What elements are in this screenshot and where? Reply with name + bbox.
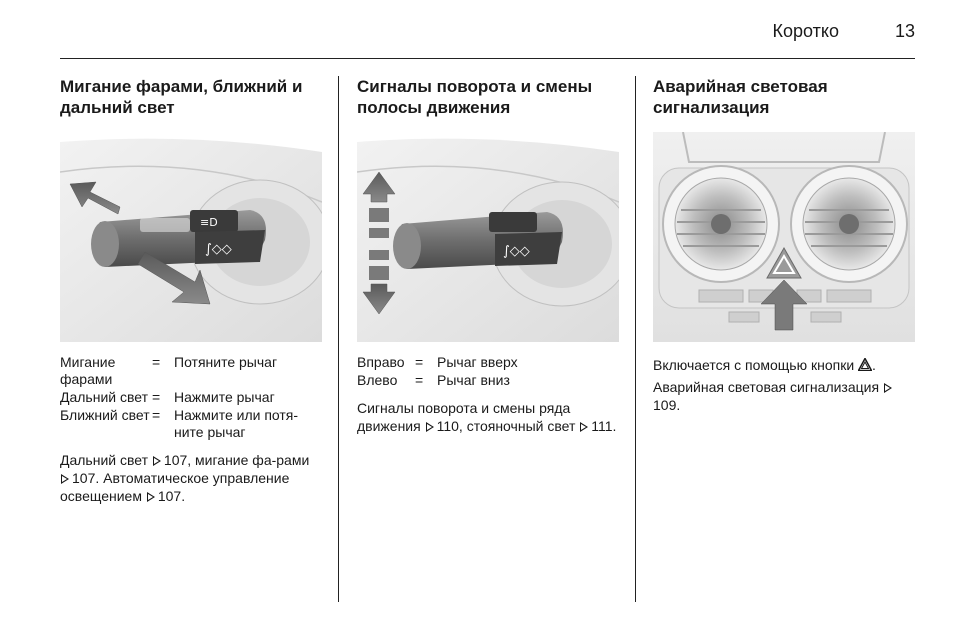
definition-term: Вправо: [357, 354, 405, 370]
reference-link[interactable]: 107, мигание фа-рами: [163, 452, 310, 468]
svg-text:∫◇◇: ∫◇◇: [205, 242, 232, 257]
reference-text: Сигналы поворота и смены ряда движения: [357, 400, 571, 434]
definition-equals: =: [152, 389, 161, 405]
reference-text: Дальний свет: [60, 452, 149, 468]
definition-row: [60, 389, 322, 406]
cross-reference-arrow-icon: [426, 422, 434, 432]
cross-reference-arrow-icon: [61, 474, 69, 484]
turn-signals-reference-paragraph: [357, 399, 619, 435]
reference-link[interactable]: 107.: [157, 488, 186, 504]
cross-reference-arrow-icon: [153, 456, 161, 466]
reference-link[interactable]: 109.: [653, 397, 681, 413]
cross-reference-arrow-icon: [884, 383, 892, 393]
definition-row: [357, 354, 619, 371]
column-divider: [635, 76, 636, 602]
definition-term: Ближний свет: [60, 407, 150, 423]
definition-value: Потяните рычаг: [174, 354, 278, 370]
page-header: [60, 14, 915, 59]
definition-table: [357, 354, 619, 389]
hazard-button-illustration: [653, 132, 915, 342]
definition-term: Влево: [357, 372, 398, 388]
definition-value: Нажмите рычаг: [174, 389, 275, 405]
column-headlights: [60, 76, 322, 602]
column-divider: [338, 76, 339, 602]
headlights-heading: Мигание фарами, ближний и дальний свет: [60, 77, 303, 117]
svg-text:∫◇◇: ∫◇◇: [503, 244, 530, 259]
definition-row: [60, 354, 322, 388]
hazard-triangle-icon: [858, 358, 872, 371]
page-number: 13: [894, 21, 915, 41]
definition-value: Нажмите или потя-ните рычаг: [174, 407, 299, 440]
column-hazard-lights: [653, 76, 915, 602]
definition-table: [60, 354, 322, 441]
hazard-lights-heading: Аварийная световая сигнализация: [653, 77, 828, 117]
column-turn-signals: [357, 76, 619, 602]
definition-row: [60, 407, 322, 441]
cross-reference-arrow-icon: [147, 492, 155, 502]
headlights-reference-paragraph: [60, 451, 322, 505]
hazard-activation-end: .: [872, 357, 876, 373]
cross-reference-arrow-icon: [580, 422, 588, 432]
definition-equals: =: [415, 372, 424, 388]
svg-text:≡D: ≡D: [200, 216, 218, 229]
turn-signal-lever-illustration: [357, 132, 619, 342]
definition-value: Рычаг вверх: [437, 354, 518, 370]
definition-term: Дальний свет: [60, 389, 149, 405]
section-title: Коротко: [772, 21, 839, 41]
hazard-reference-paragraph: [653, 378, 915, 414]
reference-link[interactable]: 107. Автоматическое управление освещением: [60, 470, 290, 504]
reference-link[interactable]: 111.: [591, 418, 617, 434]
headlight-lever-illustration: [60, 132, 322, 342]
turn-signals-heading: Сигналы поворота и смены полосы движения: [357, 77, 593, 117]
reference-link[interactable]: 110, стояночный свет: [436, 418, 576, 434]
hazard-activation-text: Включается с помощью кнопки: [653, 357, 855, 373]
definition-equals: =: [152, 354, 161, 370]
definition-term: Мигание фарами: [60, 354, 116, 387]
definition-row: [357, 372, 619, 389]
hazard-activation-paragraph: [653, 356, 915, 374]
definition-equals: =: [415, 354, 424, 370]
definition-value: Рычаг вниз: [437, 372, 510, 388]
definition-equals: =: [152, 407, 161, 423]
reference-text: Аварийная световая сигнализация: [653, 379, 880, 395]
